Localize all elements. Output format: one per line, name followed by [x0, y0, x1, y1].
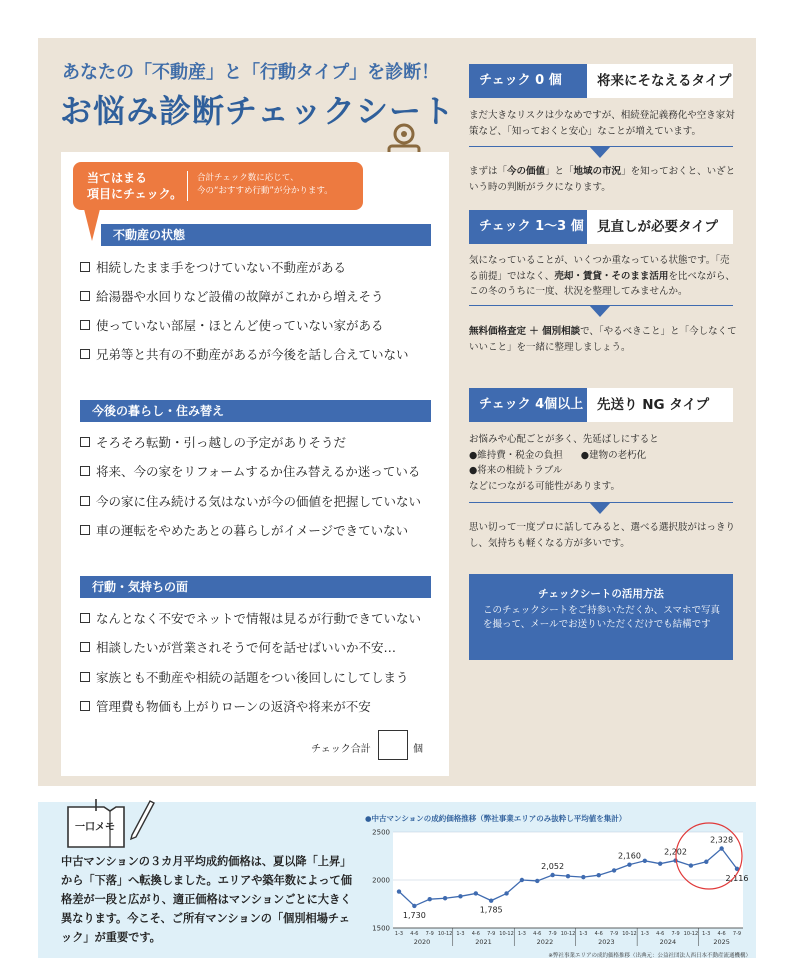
type-tag: チェック 4個以上: [469, 388, 587, 422]
data-point: [612, 868, 616, 872]
bubble-tail: [84, 209, 100, 241]
x-tick-label: 1-3: [640, 931, 649, 937]
type-name: 見直しが必要タイプ: [597, 219, 718, 235]
x-tick-label: 7-9: [671, 931, 680, 937]
data-point: [627, 862, 631, 866]
x-tick-label: 7-9: [487, 931, 496, 937]
data-label: 2,052: [541, 862, 565, 872]
x-tick-label: 1-3: [579, 931, 588, 937]
year-label: 2023: [598, 938, 615, 946]
down-arrow-icon: [589, 305, 611, 317]
data-point: [458, 894, 462, 898]
type-header-0: [469, 64, 733, 98]
page-title: お悩み診断チェックシート: [60, 92, 456, 130]
checkbox[interactable]: [80, 437, 90, 447]
howto-title: チェックシートの活用方法: [538, 588, 664, 600]
data-label: 2,160: [618, 851, 641, 861]
type-header-4: [469, 388, 733, 422]
x-tick-label: 10-12: [560, 931, 576, 937]
header-lead: あなたの「不動産」と「行動タイプ」を診断！: [62, 62, 440, 83]
x-tick-label: 4-6: [717, 931, 726, 937]
checklist-item[interactable]: 今の家に住み続ける気はないが今の価値を把握していない: [80, 492, 421, 510]
data-point: [535, 879, 539, 883]
checklist-item[interactable]: そろそろ転勤・引っ越しの予定がありそうだ: [80, 433, 346, 451]
checkbox[interactable]: [80, 613, 90, 623]
checkbox[interactable]: [80, 466, 90, 476]
data-point: [658, 861, 662, 865]
checkbox[interactable]: [80, 701, 90, 711]
x-tick-label: 7-9: [732, 931, 742, 937]
data-label: 1,730: [402, 910, 426, 920]
x-tick-label: 1-3: [456, 931, 465, 937]
type-name: 先送り NG タイプ: [597, 397, 710, 413]
type-description: お悩みや心配ごとが多く、先延ばしにすると ●維持費・税金の負担 ●建物の老朽化 ●将来の相続トラブル などにつながる可能性があります。: [469, 434, 659, 492]
checklist-item[interactable]: 相談したいが営業されそうで何を話せばいいか不安…: [80, 638, 396, 656]
data-label: 2,202: [664, 847, 687, 857]
data-point: [474, 891, 478, 895]
bubble-main-text: 当てはまる 項目にチェック。: [87, 171, 183, 201]
data-point: [597, 873, 601, 877]
x-tick-label: 10-12: [683, 931, 699, 937]
year-label: 2020: [413, 938, 431, 946]
section-heading-feelings: 行動・気持ちの面: [80, 576, 431, 598]
year-label: 2024: [659, 938, 677, 946]
memo-label: 一口メモ: [75, 822, 115, 833]
data-point: [428, 897, 432, 901]
y-tick-label: 2500: [372, 828, 390, 837]
type-name: 将来にそなえるタイプ: [597, 73, 732, 89]
checkbox[interactable]: [80, 291, 90, 301]
x-tick-label: 7-9: [610, 931, 619, 937]
chart-note: ※弊社事業エリアの成約価格推移（出典元：公益社団法人西日本不動産流通機構）: [548, 953, 751, 959]
data-label: 2,328: [710, 835, 734, 845]
total-unit: 個: [413, 744, 423, 755]
checkbox[interactable]: [80, 672, 90, 682]
x-tick-label: 4-6: [594, 931, 603, 937]
data-label: 2,116: [725, 873, 749, 883]
checkbox[interactable]: [80, 349, 90, 359]
checkbox[interactable]: [80, 642, 90, 652]
howto-body: このチェックシートをご持参いただくか、スマホで写真を撮って、メールでお送りいただくだけでも結構です: [483, 605, 721, 630]
x-tick-label: 10-12: [622, 931, 637, 937]
checklist-item[interactable]: なんとなく不安でネットで情報は見るが行動できていない: [80, 609, 421, 627]
data-point: [412, 904, 416, 908]
data-point: [489, 898, 493, 902]
x-tick-label: 4-6: [410, 931, 419, 937]
checklist-item[interactable]: 家族とも不動産や相続の話題をつい後回しにしてしまう: [80, 668, 409, 686]
type-advice: 思い切って一度プロに話してみると、選べる選択肢がはっきりし、気持ちも軽くなる方が多いです。: [469, 522, 736, 549]
x-tick-label: 10-12: [437, 931, 453, 937]
year-label: 2021: [475, 938, 492, 946]
year-label: 2025: [713, 938, 730, 946]
type-advice: まずは「今の価値」と「地域の市況」を知っておくと、いざという時の判断がラクになります。: [469, 166, 736, 193]
notebook-pen-icon: [62, 795, 158, 851]
howto-box: [469, 574, 733, 660]
type-tag: チェック 0 個: [469, 64, 587, 98]
checklist-item[interactable]: 相続したまま手をつけていない不動産がある: [80, 258, 346, 276]
x-tick-label: 7-9: [548, 931, 557, 937]
bubble-sub-text: 合計チェック数に応じて、 今の“おすすめ行動”が分かります。: [197, 173, 333, 196]
x-tick-label: 4-6: [533, 931, 542, 937]
data-point: [581, 875, 585, 879]
data-point: [719, 846, 723, 850]
checkbox[interactable]: [80, 525, 90, 535]
instruction-bubble: [73, 162, 363, 210]
data-point: [397, 889, 401, 893]
data-point: [504, 891, 508, 895]
x-tick-label: 4-6: [471, 931, 480, 937]
data-point: [443, 896, 447, 900]
data-point: [566, 874, 570, 878]
type-description: 気になっていることが、いくつか重なっている状態です。「売る前提」ではなく、売却・賃貸・そのまま活用を比べながら、この冬のうちに一度、状況を整理してみませんか。: [469, 255, 735, 297]
checkbox[interactable]: [80, 320, 90, 330]
data-label: 1,785: [479, 905, 503, 915]
type-tag: チェック 1〜3 個: [469, 210, 587, 244]
checklist-item[interactable]: 将来、今の家をリフォームするか住み替えるか迷っている: [80, 462, 420, 480]
type-header-1: [469, 210, 733, 244]
checklist-item[interactable]: 給湯器や水回りなど設備の故障がこれから増えそう: [80, 287, 384, 305]
x-tick-label: 1-3: [517, 931, 526, 937]
checkbox[interactable]: [80, 496, 90, 506]
type-advice: 無料価格査定 ＋ 個別相談で、「やるべきこと」と「今しなくていいこと」を一緒に整理しましょう。: [469, 326, 737, 353]
y-tick-label: 1500: [372, 924, 390, 933]
data-point: [689, 863, 693, 867]
total-label: チェック合計: [311, 744, 371, 755]
checklist-item[interactable]: 使っていない部屋・ほとんど使っていない家がある: [80, 316, 384, 334]
data-point: [704, 860, 708, 864]
checklist-item[interactable]: 管理費も物価も上がりローンの返済や将来が不安: [80, 697, 371, 715]
data-point: [643, 859, 647, 863]
x-tick-label: 1-3: [702, 931, 711, 937]
chart-title: ●中古マンションの成約価格推移（弊社事業エリアのみ抜粋し平均値を集計）: [365, 814, 627, 823]
total-input-box[interactable]: [378, 730, 408, 760]
x-tick-label: 1-3: [394, 931, 404, 937]
data-point: [550, 873, 554, 877]
section-heading-property: 不動産の状態: [101, 224, 431, 246]
y-tick-label: 2000: [372, 876, 390, 885]
section-heading-living: 今後の暮らし・住み替え: [80, 400, 431, 422]
type-description: まだ大きなリスクは少なめですが、相続登記義務化や空き家対策など、「知っておくと安心」なことが増えています。: [469, 110, 735, 137]
x-tick-label: 10-12: [499, 931, 514, 937]
down-arrow-icon: [589, 146, 611, 158]
data-point: [520, 878, 524, 882]
down-arrow-icon: [589, 502, 611, 514]
x-tick-label: 7-9: [425, 931, 434, 937]
memo-text: 中古マンションの３カ月平均成約価格は、夏以降「上昇」から「下落」へ転換しました。エリアや築年数によって価格差が一段と広がり、適正価格はマンションごとに大きく異なります。今こそ、ご所有マンションの「個別相場チェック」が重要です。: [61, 855, 352, 944]
x-tick-label: 4-6: [656, 931, 665, 937]
checkbox[interactable]: [80, 262, 90, 272]
year-label: 2022: [536, 938, 554, 946]
bubble-divider: [187, 171, 188, 201]
price-trend-chart: [363, 812, 753, 960]
checklist-item[interactable]: 車の運転をやめたあとの暮らしがイメージできていない: [80, 521, 408, 539]
checklist-item[interactable]: 兄弟等と共有の不動産があるが今後を話し合えていない: [80, 345, 409, 363]
